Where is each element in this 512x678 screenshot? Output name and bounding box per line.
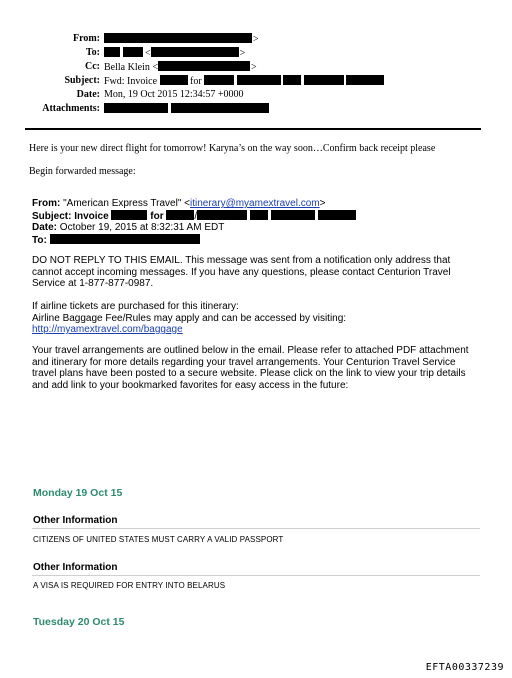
header-from-row: From: > [72, 33, 259, 45]
redacted-block [271, 210, 315, 220]
baggage-info: If airline tickets are purchased for this itinerary: Airline Baggage Fee/Rules may apply and can be accessed by visiting: http://myamextravel.com/baggage [32, 301, 477, 336]
to-label: To: [85, 47, 100, 58]
date-label: Date: [76, 89, 100, 100]
begin-forwarded: Begin forwarded message: [29, 166, 136, 177]
fwd-date-row: Date: October 19, 2015 at 8:32:31 AM EDT [32, 222, 225, 233]
redacted-block [283, 75, 301, 85]
redacted-block [160, 75, 188, 85]
itinerary-day-heading: Tuesday 20 Oct 15 [33, 616, 125, 628]
redacted-block [318, 210, 356, 220]
redacted-block [250, 210, 268, 220]
email-header [0, 33, 512, 117]
subject-prefix: Fwd: Invoice [104, 76, 158, 87]
fwd-subject-row: Subject: Invoice for / [32, 210, 356, 223]
itinerary-day-heading: Monday 19 Oct 15 [33, 487, 123, 499]
intro-message: Here is your new direct flight for tomorrow! Karyna’s on the way soon…Confirm back receipt please [29, 143, 436, 154]
section-divider [32, 528, 480, 529]
sender-email-link[interactable]: itinerary@myamextravel.com [190, 198, 320, 209]
header-to-row: To: < > [85, 47, 246, 59]
header-date-row [0, 89, 512, 103]
visa-notice: A VISA IS REQUIRED FOR ENTRY INTO BELARUS [33, 581, 226, 590]
redacted-block [104, 47, 120, 57]
redacted-block [104, 33, 252, 43]
passport-notice: CITIZENS OF UNITED STATES MUST CARRY A VALID PASSPORT [33, 535, 284, 544]
header-cc-row: Cc: Bella Klein < > [85, 61, 257, 73]
date-value: Mon, 19 Oct 2015 12:34:57 +0000 [104, 89, 244, 100]
arrangements-info: Your travel arrangements are outlined below in the email. Please refer to attached PDF attachment and itinerary for more details regarding your travel arrangements. Your Centurion Travel Service travel plans have been posted to a secure website. Please click on the link to view your trip details and add link to your bookmarked favorites for easy access in the future: [32, 345, 469, 391]
redacted-block [346, 75, 384, 85]
redacted-block [50, 234, 200, 244]
redacted-block [304, 75, 344, 85]
redacted-block [197, 210, 247, 220]
baggage-link[interactable]: http://myamextravel.com/baggage [32, 324, 183, 335]
cc-name: Bella Klein < [104, 62, 158, 73]
section-title: Other Information [33, 562, 118, 573]
header-divider [25, 128, 481, 130]
no-reply-notice: DO NOT REPLY TO THIS EMAIL. This message was sent from a notification only address that cannot accept incoming messages. If you have any questions, please contact Centurion Travel Service at 1-877-877-0987. [32, 255, 451, 289]
fwd-from-row: From: "American Express Travel" <itinerary@myamextravel.com> [32, 198, 326, 209]
subject-label: Subject: [64, 75, 100, 86]
redacted-block [123, 47, 143, 57]
from-label: From: [72, 33, 100, 44]
redacted-block [204, 75, 234, 85]
redacted-block [104, 103, 168, 113]
redacted-block [111, 210, 147, 220]
fwd-to-row: To: [32, 234, 356, 247]
redacted-block [166, 210, 194, 220]
cc-label: Cc: [85, 61, 100, 72]
section-divider [32, 575, 480, 576]
header-attachments-row [0, 103, 512, 117]
redacted-block [151, 47, 239, 57]
section-title: Other Information [33, 515, 118, 526]
forwarded-header [32, 198, 356, 246]
header-subject-row: Subject: Fwd: Invoice for [0, 75, 512, 89]
document-id: EFTA00337239 [425, 662, 504, 673]
attachments-label: Attachments: [42, 103, 100, 114]
redacted-block [171, 103, 269, 113]
redacted-block [237, 75, 281, 85]
redacted-block [158, 61, 250, 71]
